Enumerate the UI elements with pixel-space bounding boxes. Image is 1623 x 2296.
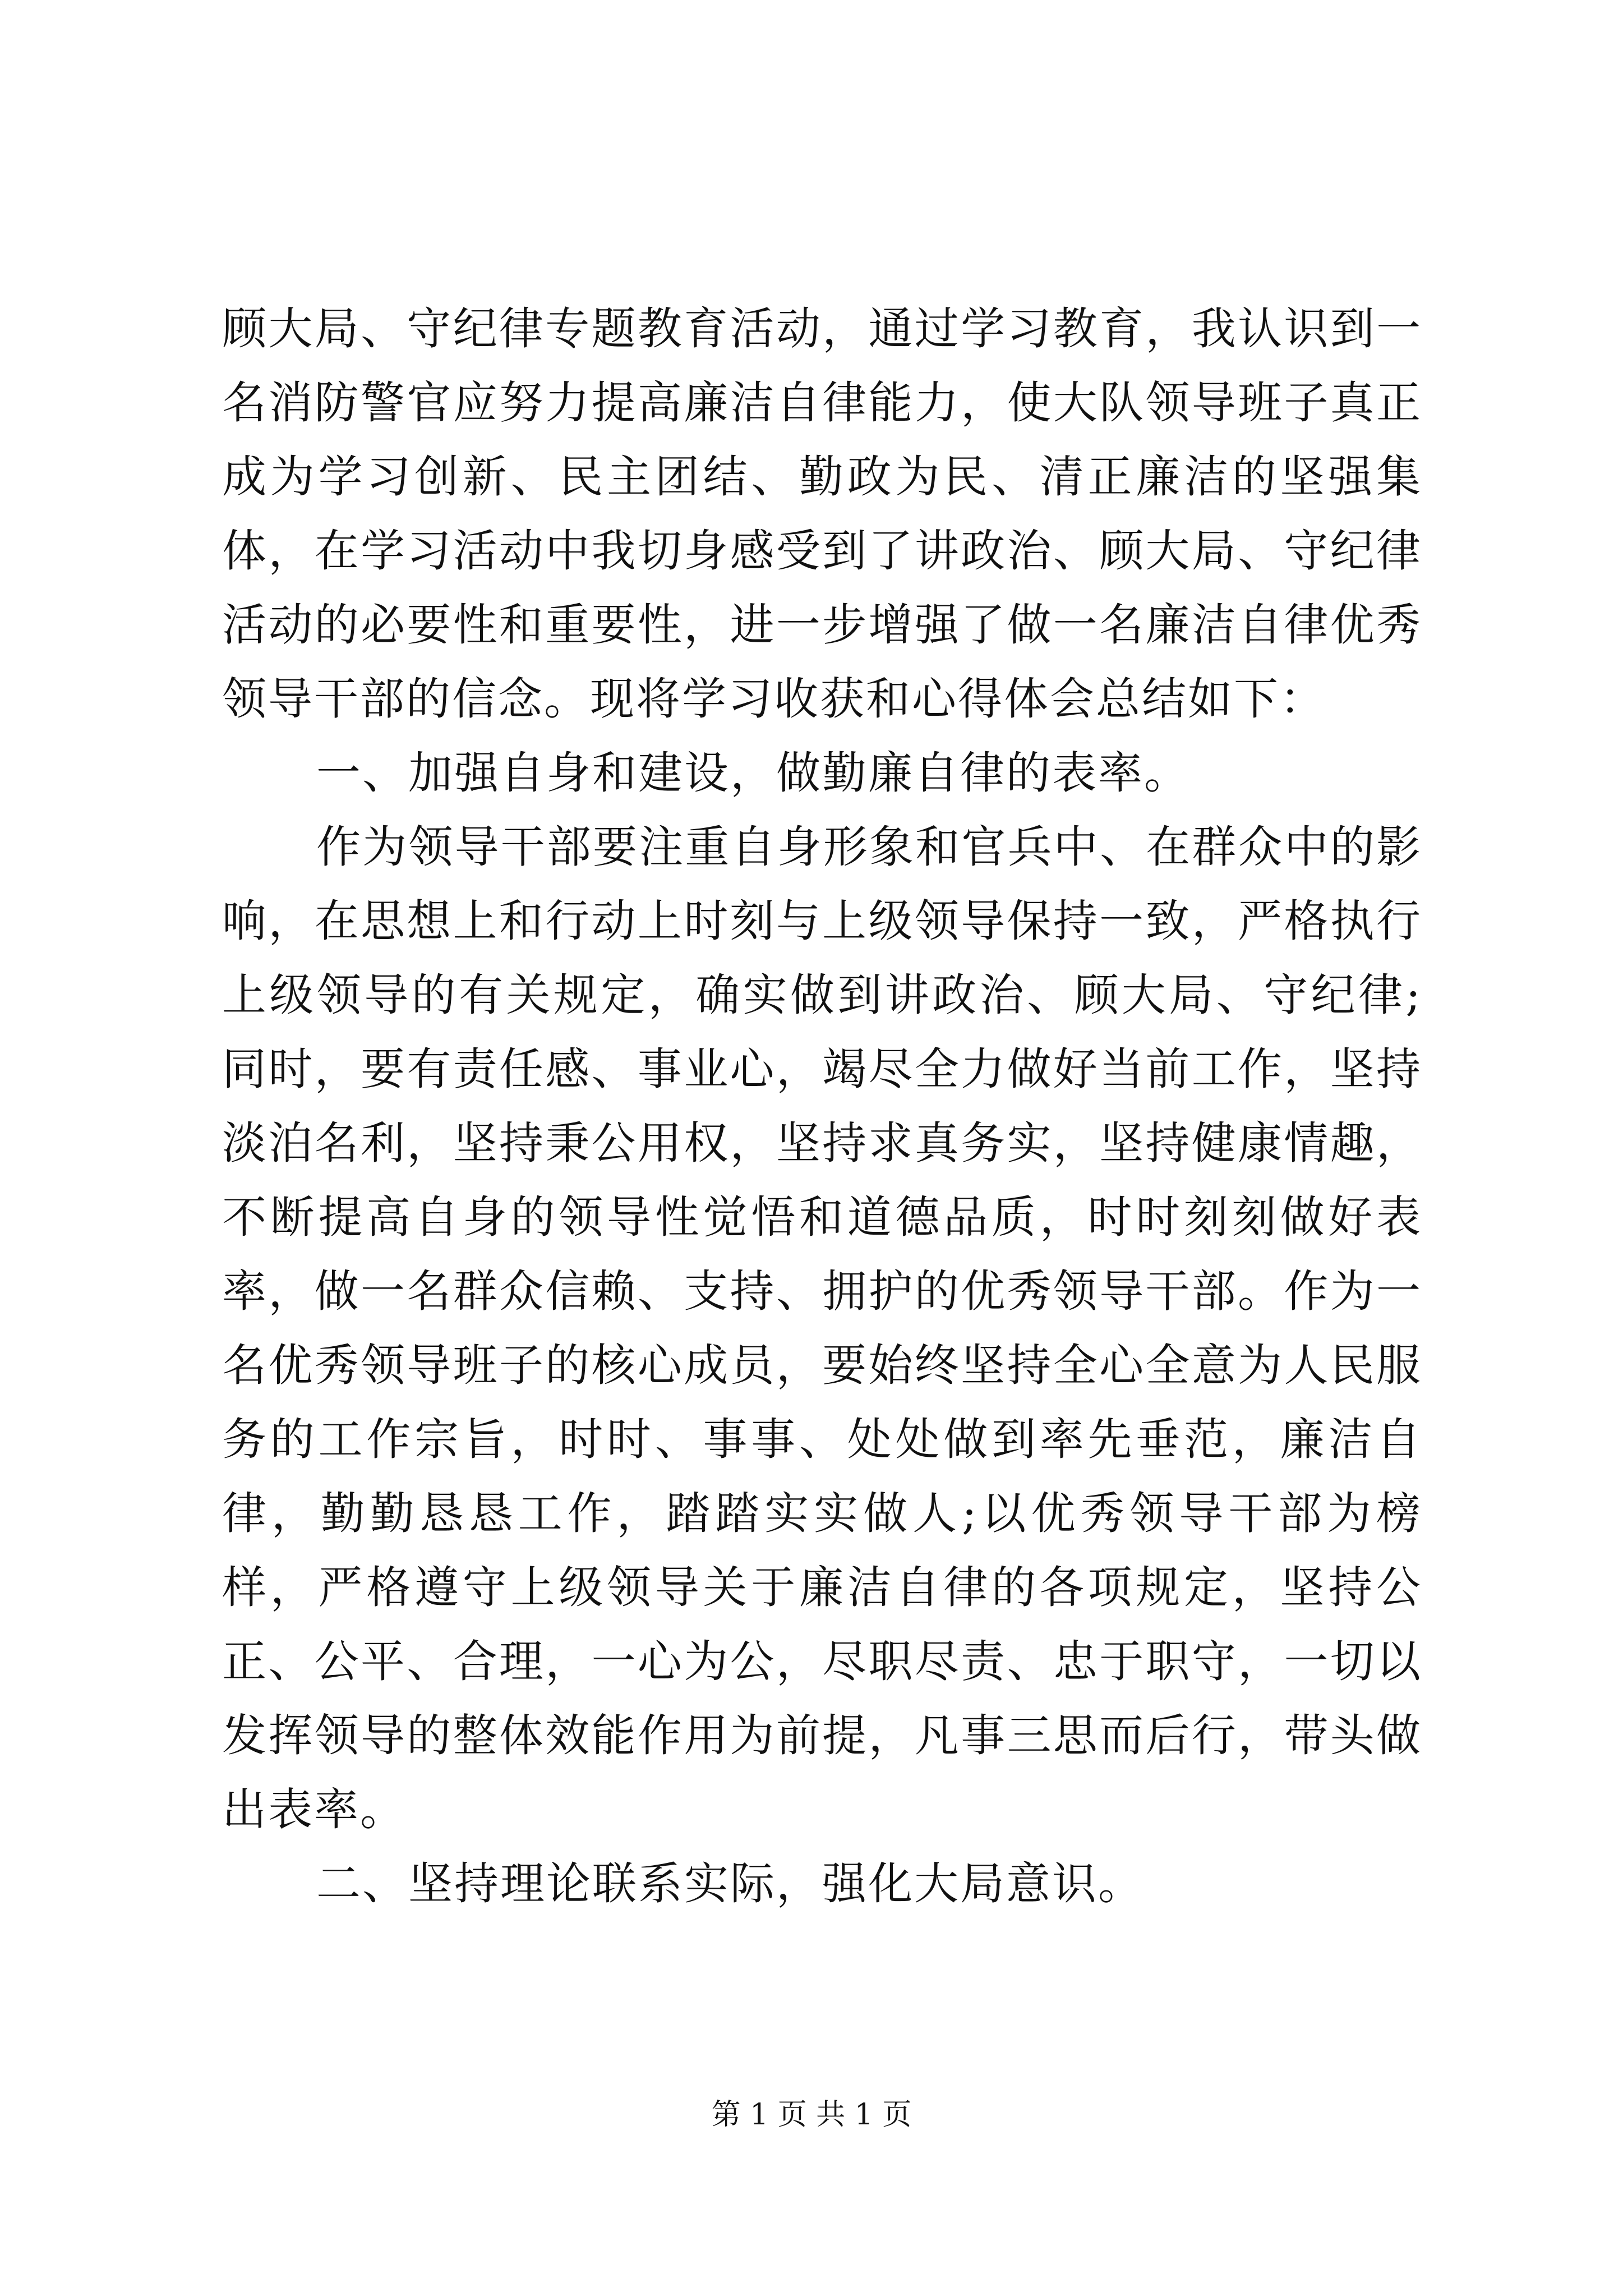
document-body: [222, 292, 1422, 1921]
section-heading-1: 一、加强自身和建设，做勤廉自律的表率。: [316, 747, 1190, 799]
page-number-footer: 第 1 页 共 1 页: [711, 2098, 912, 2132]
paragraph-section-1-body: 作为领导干部要注重自身形象和官兵中、在群众中的影响，在思想上和行动上时刻与上级领导保持一致，严格执行上级领导的有关规定，确实做到讲政治、顾大局、守纪律;同时，要有责任感、事业心，竭尽全力做好当前工作，坚持淡泊名利，坚持秉公用权，坚持求真务实，坚持健康情趣，不断提高自身的领导性觉悟和道德品质，时时刻刻做好表率，做一名群众信赖、支持、拥护的优秀领导干部。作为一名优秀领导班子的核心成员，要始终坚持全心全意为人民服务的工作宗旨，时时、事事、处处做到率先垂范，廉洁自律，勤勤恳恳工作，踏踏实实做人;以优秀领导干部为榜样，严格遵守上级领导关于廉洁自律的各项规定，坚持公正、公平、合理，一心为公，尽职尽责、忠于职守，一切以发挥领导的整体效能作用为前提，凡事三思而后行，带头做出表率。: [222, 821, 1422, 1835]
paragraph-intro-continuation: 顾大局、守纪律专题教育活动，通过学习教育，我认识到一名消防警官应努力提高廉洁自律能力，使大队领导班子真正成为学习创新、民主团结、勤政为民、清正廉洁的坚强集体，在学习活动中我切身感受到了讲政治、顾大局、守纪律活动的必要性和重要性，进一步增强了做一名廉洁自律优秀领导干部的信念。现将学习收获和心得体会总结如下：: [222, 303, 1422, 725]
section-heading-2: 二、坚持理论联系实际，强化大局意识。: [316, 1858, 1144, 1910]
